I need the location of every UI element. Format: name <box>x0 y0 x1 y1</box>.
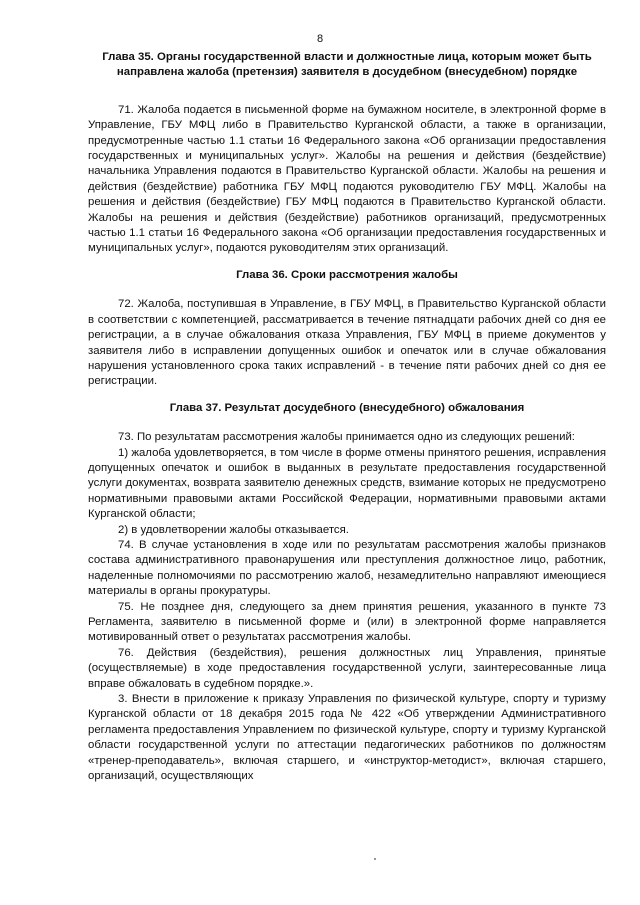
paragraph-75: 75. Не позднее дня, следующего за днем принятия решения, указанного в пункте 73 Регламента, заявителю в письменной форме и (или) в электронной форме направляется мотивированный ответ о результатах рассмотрения жалобы. <box>88 600 606 644</box>
chapter-35-heading: Глава 35. Органы государственной власти и должностные лица, которым может быть направлена жалоба (претензия) заявителя в досудебном (внесудебном) порядке <box>102 51 592 79</box>
paragraph-73-item-1: 1) жалоба удовлетворяется, в том числе в форме отмены принятого решения, исправления допущенных опечаток и ошибок в выданных в результате предоставления государственной услуги документах, возврата заявителю денежных средств, взимание которых не предусмотрено нормативными правовыми актами Российской Федерации, нормативными правовыми актами Курганской области; <box>88 446 606 521</box>
paragraph-71: 71. Жалоба подается в письменной форме на бумажном носителе, в электронной форме в Управление, ГБУ МФЦ либо в Правительство Курганской области, а также в организации, предусмотренные частью 1.1 статьи 16 Федерального закона «Об организации предоставления государственных и муниципальных услуг». Жалобы на решения и действия (бездействие) начальника Управления подаются в Правительство Курганской области. Жалобы на решения и действия (бездействие) работника ГБУ МФЦ подаются руководителю ГБУ МФЦ. Жалобы на решения и действия (бездействие) ГБУ МФЦ подаются в Правительство Курганской области. Жалобы на решения и действия (бездействие) работников организаций, предусмотренных частью 1.1 статьи 16 Федерального закона «Об организации предоставления государственных и муниципальных услуг», подаются руководителям этих организаций. <box>88 103 606 255</box>
chapter-37-heading: Глава 37. Результат досудебного (внесудебного) обжалования <box>169 401 525 414</box>
paragraph-72: 72. Жалоба, поступившая в Управление, в ГБУ МФЦ, в Правительство Курганской области в соответствии с компетенцией, рассматривается в течение пятнадцати рабочих дней со дня ее регистрации, а в случае обжалования отказа Управления, ГБУ МФЦ в приеме документов у заявителя либо в исправлении допущенных ошибок и опечаток или в случае обжалования нарушения установленного срока таких исправлений - в течение пяти рабочих дней со дня ее регистрации. <box>88 298 606 388</box>
paragraph-73: 73. По результатам рассмотрения жалобы принимается одно из следующих решений: <box>118 431 575 444</box>
page-number: 8 <box>316 33 324 45</box>
scan-speck <box>374 858 376 860</box>
document-body <box>88 50 606 784</box>
paragraph-73-item-2: 2) в удовлетворении жалобы отказывается. <box>118 523 349 536</box>
paragraph-item-3: 3. Внести в приложение к приказу Управления по физической культуре, спорту и туризму Курганской области от 18 декабря 2015 года № 422 «Об утверждении Административного регламента предоставления Управлением по физической культуре, спорту и туризму Курганской области государственной услуги по аттестации педагогических работников по должностям «тренер-преподаватель», включая старшего, и «инструктор-методист», включая старшего, организаций, осуществляющих <box>88 693 606 783</box>
chapter-36-heading: Глава 36. Сроки рассмотрения жалобы <box>236 268 458 281</box>
paragraph-76: 76. Действия (бездействия), решения должностных лиц Управления, принятые (осуществляемые) в ходе предоставления государственной услуги, заинтересованные лица вправе обжаловать в судебном порядке.». <box>88 646 606 690</box>
paragraph-74: 74. В случае установления в ходе или по результатам рассмотрения жалобы признаков состава административного правонарушения или преступления должностное лицо, работник, наделенные полномочиями по рассмотрению жалоб, незамедлительно направляют имеющиеся материалы в органы прокуратуры. <box>88 538 606 598</box>
